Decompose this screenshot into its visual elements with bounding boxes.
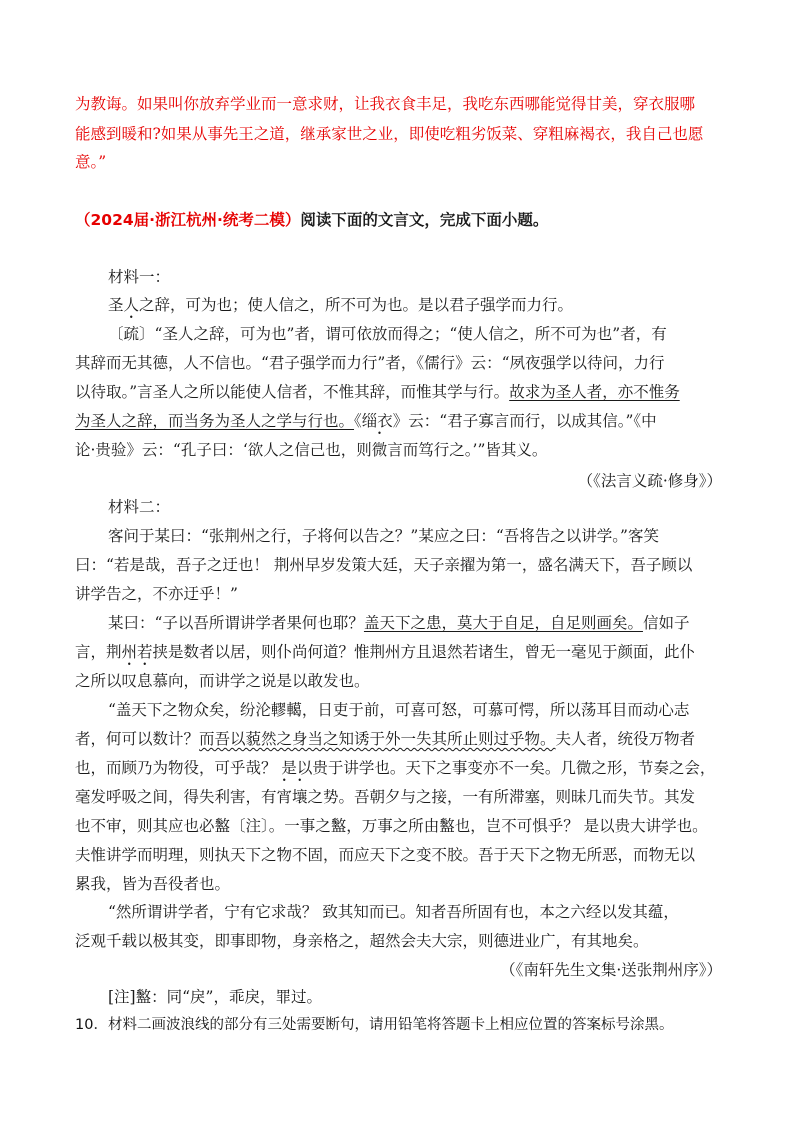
bracket-open: 〔 (108, 325, 124, 343)
text-run: 某曰：“子以吾所谓讲学者果何也耶？ (108, 614, 364, 632)
footnote: [注]盭：同“戾”，乖戾，罪过。 (108, 988, 322, 1006)
material-2-label: 材料二： (108, 498, 171, 516)
translation-line-3: 意。” (75, 153, 107, 171)
material-1-line: 其辞而无其德，人不信也。“君子强学而力行”者，《儒行》云：“夙夜强学以待问，力行 (75, 354, 665, 372)
text-run: 慕向，而讲学之说是以敢发也。 (152, 672, 370, 690)
emphasis-char: 微 (371, 441, 388, 459)
material-2-source: （《南轩先生文集·送张荆州序》） (500, 961, 722, 979)
material-2-line: 泛观千载以极其变，即事即物，身亲格之，超然会夫大宗，则德进业广，有其地矣。 (75, 932, 649, 950)
question-10: 10．材料二画波浪线的部分有三处需要断句，请用铅笔将答题卡上相应位置的答案标号涂黑。 (75, 1017, 674, 1033)
text-run: 〕“圣人之辞，可为也”者，谓可依放而得之；“使人信之，所不可为也”者，有 (139, 325, 667, 343)
wavy-underlined-sentence: 而吾以藐然之身当之知诱于外一失其所止则过乎物。 (199, 730, 556, 748)
text-run: 信如子 (642, 614, 690, 632)
material-1-label: 材料一： (108, 268, 171, 286)
material-2-line: 曰：“若是哉，吾子之迂也！ 荆州早岁发策大廷，天子亲擢为第一，盛名满天下，吾子顾以 (75, 556, 693, 574)
material-2-line: 也不审，则其应也必盭〔注〕。一事之盭，万事之所由盭也，岂不可惧乎？ 是以贵大讲学也。 (75, 817, 708, 835)
underlined-sentence: 盖天下之患，莫大于自足，自足则画矣。 (363, 614, 643, 632)
emphasis-char: 宵 (276, 788, 293, 806)
material-2-line (75, 787, 695, 807)
material-2-line: “盖天下之物众矣，纷沦轇轕，日吏于前，可喜可怒，可慕可愕，所以荡耳目而动心志 (108, 701, 690, 719)
text-run: 夫人者，统役万物者 (555, 730, 696, 748)
text-run: 言而笃行之。’”皆其义。 (387, 441, 548, 459)
material-2-line: 夫惟讲学而明理，则执天下之物不固，而应天下之变不胶。吾于天下之物无所恶，而物无以 (75, 846, 696, 864)
emphasis-char: 息 (137, 672, 153, 690)
exam-source: （2024届·浙江杭州·统考二模） (75, 211, 301, 229)
text-run: 《缁衣》云：“君子寡言而行，以成其信。”《中 (354, 412, 657, 430)
material-2-line: 言，荆州若挟是数者以居，则仆尚何道？惟荆州方且退然若诸生，曾无一毫见于颜面，此仆 (75, 643, 696, 661)
translation-line-1: 为教诲。如果叫你放弃学业而一意求财，让我衣食丰足，我吃东西哪能觉得甘美，穿衣服哪 (75, 95, 696, 113)
material-2-line: 讲学告之，不亦迂乎！” (75, 585, 238, 603)
material-2-line: “然所谓讲学者，宁有它求哉？ 致其知而已。知者吾所固有也，本之六经以发其蕴， (108, 903, 679, 921)
material-1-line (75, 411, 657, 431)
material-2-line (75, 671, 370, 691)
text-run: 之势。吾朝夕与之接，一有所滞塞，则昧几而失节。其发 (307, 788, 696, 806)
text-run: 者，何可以数计？ (75, 730, 200, 748)
emphasis-char: 叹 (121, 672, 138, 690)
material-2-line (75, 729, 695, 749)
underlined-sentence: 为圣人之辞，而当务为圣人之学与行也。 (75, 412, 355, 430)
material-1-line (75, 440, 547, 460)
material-1-source: （《法言义疏·修身》） (577, 472, 722, 490)
material-1-line: 圣人之辞，可为也；使人信之，所不可为也。是以君子强学而力行。 (108, 296, 574, 314)
material-1-line (108, 324, 667, 344)
text-run: 毫发呼吸之间，得失利害，有 (75, 788, 277, 806)
underlined-sentence: 故求为圣人者，亦不惟务 (509, 383, 680, 401)
text-run: 以待取。”言圣人之所以能使人信者，不惟其辞，而惟其学与行。 (75, 383, 510, 401)
emphasis-char: 壤 (292, 788, 308, 806)
material-2-line: 客问于某曰：“张荆州之行，子将何以告之？”某应之曰：“吾将告之以讲学。”客笑 (108, 527, 659, 545)
material-1-line (75, 382, 680, 402)
emphasis-char: 疏 (123, 325, 140, 343)
text-run: 之所以 (75, 672, 122, 690)
question-heading (75, 210, 548, 230)
text-run: 论·贵验》云：“孔子曰：‘欲人之信己也，则 (75, 441, 372, 459)
material-2-line: 也，而顾乃为物役，可乎哉？ 是以贵于讲学也。天下之事变亦不一矣。几微之形，节奏之会， (75, 759, 716, 777)
material-2-line: 累我，皆为吾役者也。 (75, 875, 231, 893)
heading-instruction: 阅读下面的文言文，完成下面小题。 (300, 211, 549, 229)
translation-line-2: 能感到暖和?如果从事先王之道，继承家世之业，即使吃粗劣饭菜、穿粗麻褐衣，我自己也愿 (75, 125, 704, 143)
material-2-line (108, 613, 689, 633)
